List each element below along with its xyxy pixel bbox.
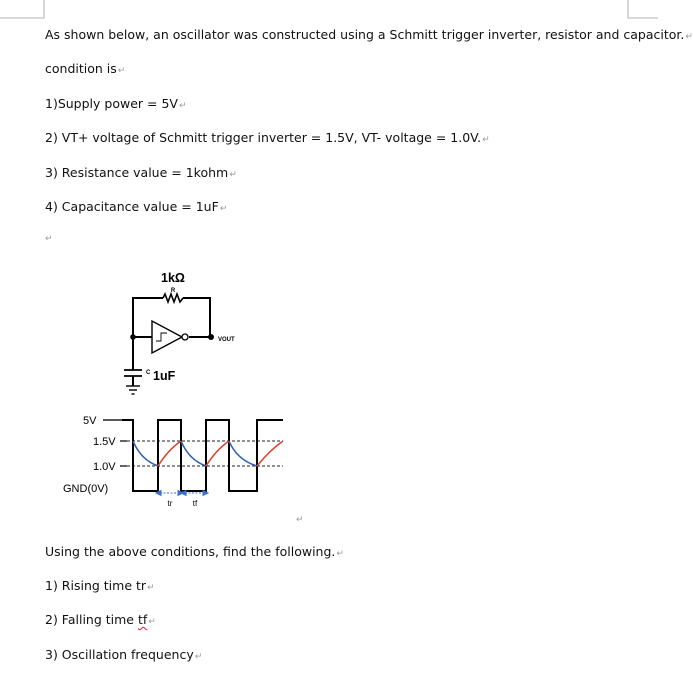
empty-paragraph-mark: ↵	[45, 234, 53, 244]
question-intro-text: Using the above conditions, find the following.	[45, 544, 336, 559]
question-3-text: 3) Oscillation frequency	[45, 647, 194, 662]
capacitor-value-label: 1uF	[153, 369, 176, 383]
resistor-value-label: 1kΩ	[161, 271, 185, 285]
question-2	[45, 612, 156, 630]
question-1	[45, 578, 155, 596]
condition-1-text: 1)Supply power = 5V	[45, 96, 178, 111]
output-node	[208, 334, 214, 340]
question-1-text: 1) Rising time tr	[45, 578, 147, 593]
square-wave	[122, 420, 283, 491]
paragraph-mark: ↵	[219, 204, 228, 214]
question-2-text: 2) Falling time	[45, 612, 138, 627]
question-intro-paragraph	[45, 544, 344, 562]
ground-label: GND(0V)	[63, 483, 109, 495]
paragraph-mark: ↵	[194, 652, 203, 662]
vt-plus-label: 1.5V	[93, 436, 116, 448]
capacitor-ref-label: C	[146, 370, 151, 376]
resistor-symbol	[163, 294, 183, 302]
discharge-curves	[133, 441, 257, 466]
question-3	[45, 647, 202, 665]
condition-label: condition is	[45, 61, 117, 76]
vt-minus-label: 1.0V	[93, 461, 116, 473]
fall-time-label: tf	[192, 499, 198, 508]
rise-time-label: tr	[167, 499, 173, 508]
condition-4-text: 4) Capacitance value = 1uF	[45, 199, 219, 214]
intro-text: As shown below, an oscillator was constructed using a Schmitt trigger inverter, resistor and capacitor.	[45, 27, 685, 42]
paragraph-mark: ↵	[229, 170, 237, 180]
paragraph-mark: ↵	[148, 617, 156, 627]
paragraph-mark: ↵	[336, 549, 344, 559]
spellcheck-underlined-term[interactable]: tf	[137, 612, 148, 627]
resistor-ref-label: R	[170, 288, 176, 294]
capacitor-symbol	[124, 370, 142, 376]
paragraph-mark: ↵	[482, 135, 490, 145]
condition-2-text: 2) VT+ voltage of Schmitt trigger inverter = 1.5V, VT- voltage = 1.0V.	[45, 130, 482, 145]
paragraph-mark: ↵	[685, 32, 693, 42]
condition-3-text: 3) Resistance value = 1kohm	[45, 165, 229, 180]
charge-curves	[158, 441, 283, 466]
paragraph-mark: ↵	[117, 66, 126, 76]
output-label: VOUT	[218, 337, 235, 343]
paragraph-mark: ↵	[147, 583, 155, 593]
supply-voltage-label: 5V	[83, 415, 97, 427]
figure-paragraph-mark: ↵	[296, 515, 304, 525]
ground-icon	[126, 386, 140, 394]
paragraph-mark: ↵	[178, 101, 187, 111]
schmitt-inverter	[152, 321, 188, 353]
